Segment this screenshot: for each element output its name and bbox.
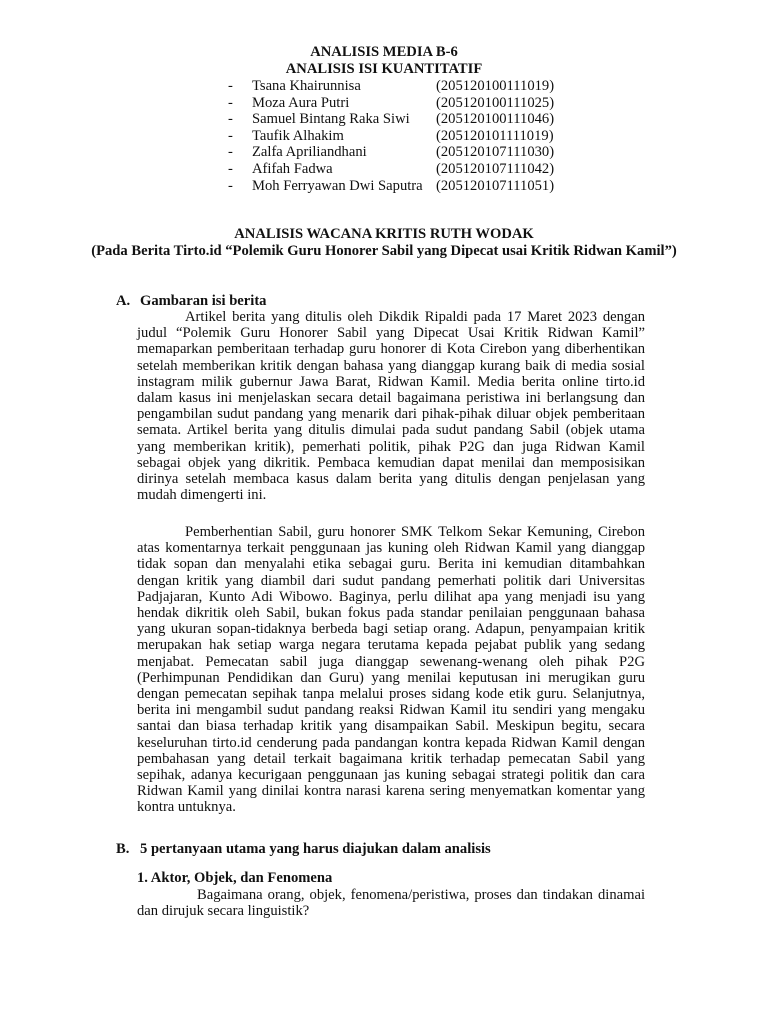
member-nim: (205120107111051)	[436, 177, 555, 194]
member-name: Tsana Khairunnisa	[252, 78, 361, 94]
analysis-subheading: (Pada Berita Tirto.id “Polemik Guru Honorer Sabil yang Dipecat usai Kritik Ridwan Kamil”)	[91, 243, 677, 259]
section-a-paragraph-1: Artikel berita yang ditulis oleh Dikdik Ripaldi pada 17 Maret 2023 dengan judul “Polemik Guru Honorer Sabil yang Dipecat Usai Kritik Ridwan Kamil” memaparkan pemberitaan terhadap guru honorer di Kota Cirebon yang diberhentikan setelah memberikan kritik dengan bahasa yang dianggap kurang baik di media sosial instagram milik gubernur Jawa Barat, Ridwan Kamil. Media berita online tirto.id dalam kasus ini menjelaskan secara detail bagaimana peristiwa ini berlangsung dan pengambilan sudut pandang yang menarik dari pihak-pihak diluar objek pemberitaan semata. Artikel berita yang ditulis dimulai pada sudut pandang Sabil (objek utama yang memberikan kritik), pemerhati politik, pihak P2G dan juga Ridwan Kamil sebagai objek yang dikritik. Pembaca kemudian dapat menilai dan memposisikan dirinya setelah membaca kasus dalam berita yang ditulis dengan penjelasan yang mudah dimengerti ini.	[137, 309, 645, 504]
member-name: Moza Aura Putri	[252, 94, 350, 111]
member-name: Afifah Fadwa	[252, 160, 333, 177]
document-page: ANALISIS MEDIA B-6 ANALISIS ISI KUANTITATIF - Tsana Khairunnisa (205120100111019) - Moza Aura Putri (205120100111025) - Samuel Bintang Raka Siwi (205120100111046) - Taufik Alhakim (205120101111019) - Zalfa Apriliandhani (205120107111030) - Afifah Fadwa (205120107111042) - Moh Ferryawan Dwi Saputra (205120107111051) ANALISIS WACANA KRITIS RUTH WODAK (Pada Berita Tirto.id “Polemik Guru Honorer Sabil yang Dipecat usai Kritik Ridwan Kamil”) A. Gambaran isi berita Artikel berita yang ditulis oleh Dikdik Ripaldi pada 17 Maret 2023 dengan judul “Polemik Guru Honorer Sabil yang Dipecat Usai Kritik Ridwan Kamil” memaparkan pemberitaan terhadap guru honorer di Kota Cirebon yang diberhentikan setelah memberikan kritik dengan bahasa yang dianggap kurang baik di media sosial instagram milik gubernur Jawa Barat, Ridwan Kamil. Media berita online tirto.id dalam kasus ini menjelaskan secara detail bagaimana peristiwa ini berlangsung dan pengambilan sudut pandang yang menarik dari pihak-pihak diluar objek pemberitaan semata. Artikel berita yang ditulis dimulai pada sudut pandang Sabil (objek utama yang memberikan kritik), pemerhati politik, pihak P2G dan juga Ridwan Kamil sebagai objek yang dikritik. Pembaca kemudian dapat menilai dan memposisikan dirinya setelah membaca kasus dalam berita yang ditulis dengan penjelasan yang mudah dimengerti ini. Pemberhentian Sabil, guru honorer SMK Telkom Sekar Kemuning, Cirebon atas komentarnya terkait penggunaan jas kuning oleh Ridwan Kamil yang dianggap tidak sopan dan menyalahi etika sebagai guru. Berita ini kemudian ditambahkan dengan kritik yang diambil dari sudut pandang pemerhati politik dari Universitas Padjajaran, Kunto Adi Wibowo. Baginya, perlu dilihat apa yang menjadi isu yang hendak dikritik oleh Sabil, bukan fokus pada standar penilaian penggunaan bahasa yang ukuran sopan-tidaknya berbeda bagi setiap orang. Adapun, penyampaian kritik merupakan hak setiap warga negara terutama kepada pejabat publik yang sedang menjabat. Pemecatan sabil juga dianggap sewenang-wenang oleh pihak P2G (Perhimpunan Pendidikan dan Guru) yang menilai keputusan ini merugikan guru dengan pemecatan sepihak tanpa melalui proses sidang kode etik guru. Selanjutnya, berita ini mengambil sudut pandang reaksi Ridwan Kamil itu sendiri yang mengaku santai dan biasa terhadap kritik yang disampaikan Sabil. Meskipun begitu, secara keseluruhan tirto.id cenderung pada pandangan kontra kepada Ridwan Kamil dengan pembahasan yang detail terkait bagaimana kritik terhadap pemecatan Sabil yang sepihak, adanya kecurigaan penggunaan jas kuning sebagai strategi politik dan cara Ridwan Kamil yang dinilai kontra narasi karena sering menyematkan komentar yang kontra untuknya. B. 5 pertanyaan utama yang harus diajukan dalam analisis 1. Aktor, Objek, dan Fenomena Bagaimana orang, objek, fenomena/peristiwa, proses dan tindakan dinamai dan dirujuk secara linguistik?	[0, 0, 768, 1024]
section-b-letter: B.	[116, 841, 130, 857]
section-a-letter: A.	[116, 293, 131, 309]
section-b-item-1-text: Bagaimana orang, objek, fenomena/peristiwa, proses dan tindakan dinamai dan dirujuk secara linguistik?	[137, 887, 645, 920]
member-nim: (205120101111019)	[436, 127, 554, 144]
document-title: ANALISIS MEDIA B-6	[310, 44, 458, 60]
member-nim: (205120100111025)	[436, 94, 555, 111]
document-subtitle: ANALISIS ISI KUANTITATIF	[285, 61, 483, 77]
member-name: Samuel Bintang Raka Siwi	[252, 111, 410, 128]
member-nim: (205120100111019)	[436, 78, 555, 94]
member-name: Moh Ferryawan Dwi Saputra	[252, 177, 423, 194]
section-b-title: 5 pertanyaan utama yang harus diajukan dalam analisis	[140, 841, 491, 857]
member-name: Taufik Alhakim	[252, 127, 344, 144]
member-nim: (205120100111046)	[436, 111, 555, 128]
section-a-paragraph-2: Pemberhentian Sabil, guru honorer SMK Telkom Sekar Kemuning, Cirebon atas komentarnya terkait penggunaan jas kuning oleh Ridwan Kamil yang dianggap tidak sopan dan menyalahi etika sebagai guru. Berita ini kemudian ditambahkan dengan kritik yang diambil dari sudut pandang pemerhati politik dari Universitas Padjajaran, Kunto Adi Wibowo. Baginya, perlu dilihat apa yang menjadi isu yang hendak dikritik oleh Sabil, bukan fokus pada standar penilaian penggunaan bahasa yang ukuran sopan-tidaknya berbeda bagi setiap orang. Adapun, penyampaian kritik merupakan hak setiap warga negara terutama kepada pejabat publik yang sedang menjabat. Pemecatan sabil juga dianggap sewenang-wenang oleh pihak P2G (Perhimpunan Pendidikan dan Guru) yang menilai keputusan ini merugikan guru dengan pemecatan sepihak tanpa melalui proses sidang kode etik guru. Selanjutnya, berita ini mengambil sudut pandang reaksi Ridwan Kamil itu sendiri yang mengaku santai dan biasa terhadap kritik yang disampaikan Sabil. Meskipun begitu, secara keseluruhan tirto.id cenderung pada pandangan kontra kepada Ridwan Kamil dengan pembahasan yang detail terkait bagaimana kritik terhadap pemecatan Sabil yang sepihak, adanya kecurigaan penggunaan jas kuning sebagai strategi politik dan cara Ridwan Kamil yang dinilai kontra narasi karena sering menyematkan komentar yang kontra untuknya.	[137, 524, 645, 816]
member-nim: (205120107111042)	[436, 160, 555, 177]
analysis-heading: ANALISIS WACANA KRITIS RUTH WODAK	[234, 226, 534, 242]
section-b-item-1-title: 1. Aktor, Objek, dan Fenomena	[137, 870, 333, 886]
member-nim: (205120107111030)	[436, 144, 555, 161]
section-a-title: Gambaran isi berita	[140, 293, 267, 309]
member-name: Zalfa Apriliandhani	[252, 144, 367, 161]
